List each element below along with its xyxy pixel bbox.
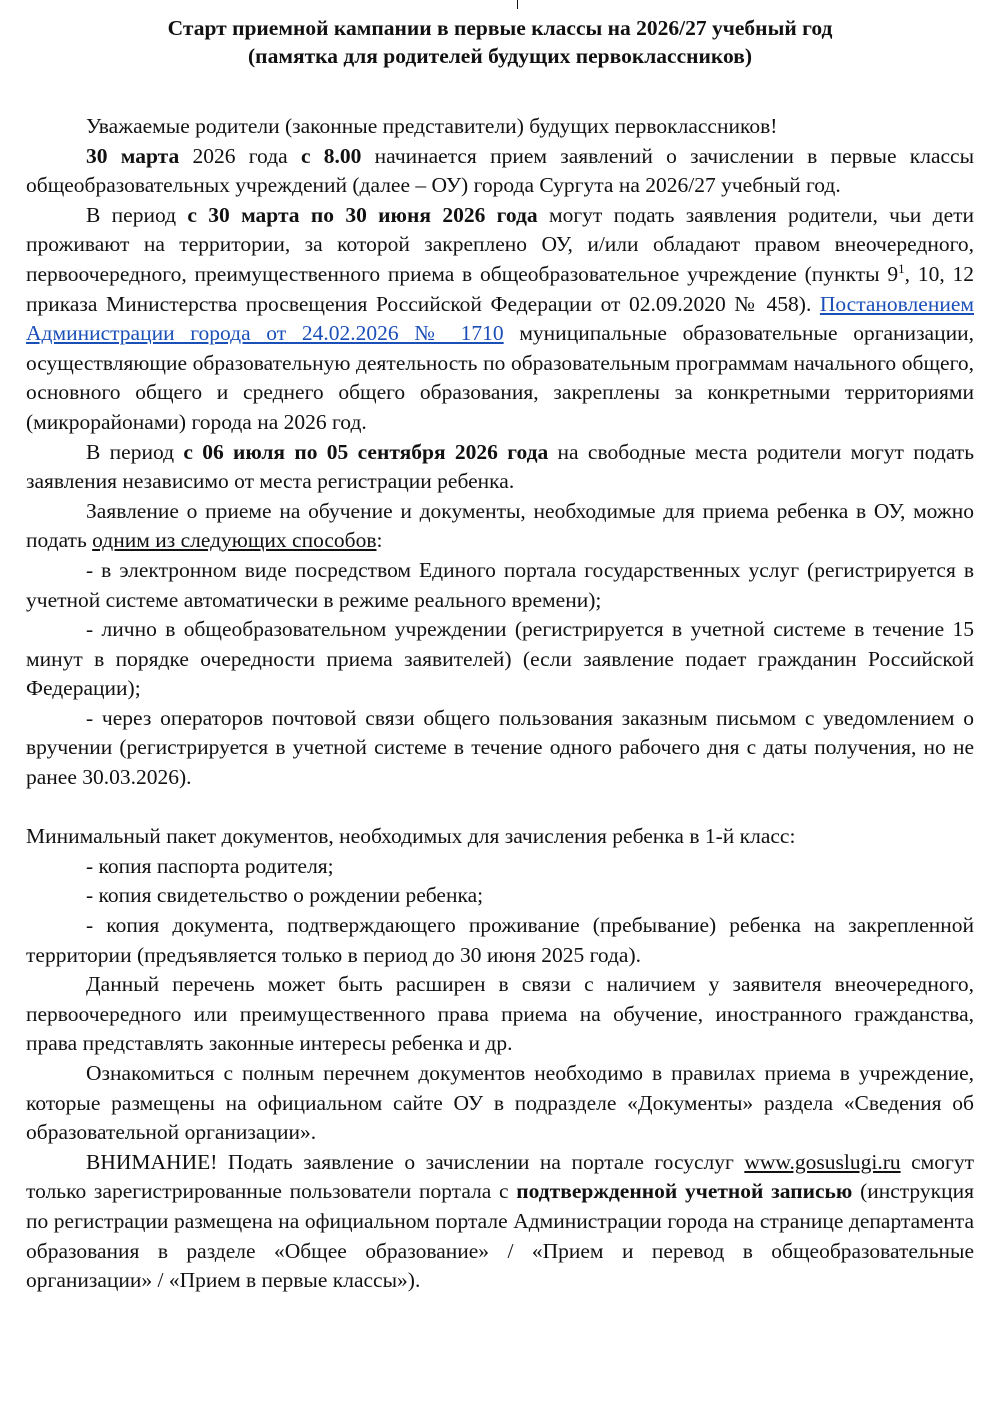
gosuslugi-link[interactable]: www.gosuslugi.ru bbox=[744, 1149, 901, 1174]
resolution-link[interactable]: Постановлением Администрации города от 24.02.2026 № 1710 bbox=[26, 291, 974, 346]
document-item: - копия паспорта родителя; bbox=[86, 853, 334, 878]
greeting: Уважаемые родители (законные представители) будущих первоклассников! bbox=[86, 114, 778, 138]
documents-note: Данный перечень может быть расширен в связи с наличием у заявителя внеочередного, первоочередного или преимущественного права приема на обучение, иностранного гражданства, права представлять законные интересы ребенка и др. bbox=[26, 972, 974, 1056]
documents-rules: Ознакомиться с полным перечнем документов необходимо в правилах приема в учреждение, которые размещены на официальном сайте ОУ в подразделе «Документы» раздела «Сведения об образовательной организации». bbox=[26, 1061, 974, 1145]
start-time: с 8.00 bbox=[300, 143, 362, 168]
confirmed-account: подтвержденной учетной записью bbox=[516, 1179, 853, 1204]
second-period-dates: с 06 июля по 05 сентября 2026 года bbox=[183, 439, 549, 464]
method-item: - лично в общеобразовательном учреждении (регистрируется в учетной системе в течение 15 минут в порядке очередности приема заявителей) (если заявление подает гражданин Российской Федерации); bbox=[26, 617, 974, 701]
page-top-mark bbox=[517, 0, 518, 9]
methods-underlined: одним из следующих способов bbox=[92, 528, 377, 553]
first-period-paragraph: В период с 30 марта по 30 июня 2026 года могут подать заявления родители, чьи дети проживают на территории, за которой закреплено ОУ, и/или обладают правом внеочередного, первоочередного, преимущественного приема в общеобразовательное учреждение (пункты $9^1$, 10, 12 приказа Министерства просвещения Российской Федерации от 02.09.2020 № 458). Постановлением Администрации города от 24.02.2026 № 1710 муниципальные образовательные организации, осуществляющие образовательную деятельность по образовательным программам начального общего, основного общего и среднего общего образования, закреплены за конкретными территориями (микрорайонами) города на 2026 год. bbox=[26, 202, 975, 434]
documents-heading: Минимальный пакет документов, необходимых для зачисления ребенка в 1-й класс: bbox=[26, 824, 796, 849]
document-title bbox=[26, 14, 974, 70]
method-item: - в электронном виде посредством Единого портала государственных услуг (регистрируется в учетной системе автоматически в режиме реального времени); bbox=[26, 557, 974, 612]
method-item: - через операторов почтовой связи общего пользования заказным письмом с уведомлением о вручении (регистрируется в учетной системе в течение одного рабочего дня с даты получения, но не ранее 30.03.2026). bbox=[26, 705, 974, 790]
attention-paragraph: ВНИМАНИЕ! Подать заявление о зачислении на портале госуслуг www.gosuslugi.ru смогут только зарегистрированные пользователи портала с подтвержденной учетной записью (инструкция по регистрации размещена на официальном портале Администрации города на странице департамента образования в разделе «Общее образование» / «Прием и перевод в общеобразовательные организации» / «Прием в первые классы»). bbox=[26, 1149, 974, 1293]
campaign-start-paragraph: 30 марта 2026 года с 8.00 начинается прием заявлений о зачислении в первые классы общеобразовательных учреждений (далее – ОУ) города Сургута на 2026/27 учебный год. bbox=[26, 143, 975, 198]
document-item: - копия свидетельство о рождении ребенка; bbox=[86, 883, 484, 908]
methods-intro: Заявление о приеме на обучение и документы, необходимые для приема ребенка в ОУ, можно подать одним из следующих способов: bbox=[26, 498, 974, 553]
second-period-paragraph: В период с 06 июля по 05 сентября 2026 года на свободные места родители могут подать заявления независимо от места регистрации ребенка. bbox=[26, 439, 975, 494]
title-line-1: Старт приемной кампании в первые классы на 2026/27 учебный год bbox=[167, 16, 833, 40]
first-period-dates: с 30 марта по 30 июня 2026 года bbox=[187, 202, 538, 227]
start-date: 30 марта bbox=[86, 143, 180, 168]
document-page bbox=[26, 14, 974, 1296]
title-line-2: (памятка для родителей будущих первоклассников) bbox=[248, 44, 752, 68]
document-item: - копия документа, подтверждающего проживание (пребывание) ребенка на закрепленной территории (предъявляется только в период до 30 июня 2025 года). bbox=[26, 913, 974, 967]
